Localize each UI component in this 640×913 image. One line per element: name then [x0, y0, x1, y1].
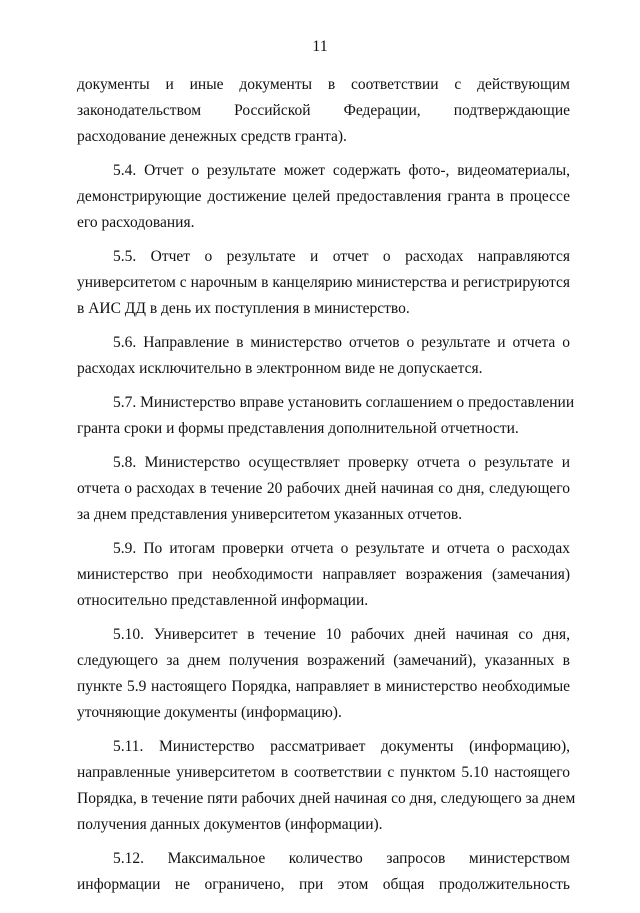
text-line: его расходования. — [77, 214, 195, 231]
page-body — [77, 72, 576, 898]
text-line: расходах исключительно в электронном виде не допускается. — [77, 360, 483, 377]
paragraph-p-5-10 — [77, 622, 570, 726]
paragraph-gap — [77, 322, 570, 330]
paragraph-gap — [77, 838, 570, 846]
paragraph-gap — [77, 236, 570, 244]
text-line: 5.9. По итогам проверки отчета о результате и отчета о расходах — [113, 540, 570, 557]
paragraph-p-5-9 — [77, 536, 570, 614]
text-line: демонстрирующие достижение целей предоставления гранта в процессе — [77, 188, 570, 205]
paragraph-p-5-5 — [77, 244, 570, 322]
text-line: 5.7. Министерство вправе установить соглашением о предоставлении — [113, 394, 575, 411]
text-line: 5.11. Министерство рассматривает документы (информацию), — [113, 738, 570, 755]
paragraph-p-5-7 — [77, 390, 575, 442]
paragraph-gap — [77, 726, 570, 734]
paragraph-gap — [77, 442, 570, 450]
paragraph-cont — [77, 72, 570, 150]
paragraph-gap — [77, 528, 570, 536]
paragraph-p-5-8 — [77, 450, 570, 528]
text-line: Порядка, в течение пяти рабочих дней начиная со дня, следующего за днем — [77, 790, 576, 807]
paragraph-gap — [77, 382, 570, 390]
text-line: отчета о расходах в течение 20 рабочих дней начиная со дня, следующего — [77, 480, 570, 497]
paragraph-p-5-12 — [77, 846, 570, 898]
page-number: 11 — [312, 38, 328, 55]
text-line: 5.5. Отчет о результате и отчет о расходах направляются — [113, 248, 570, 265]
text-line: 5.8. Министерство осуществляет проверку отчета о результате и — [113, 454, 570, 471]
text-line: министерство при необходимости направляет возражения (замечания) — [77, 566, 570, 583]
paragraph-p-5-6 — [77, 330, 570, 382]
text-line: законодательством Российской Федерации, подтверждающие — [77, 102, 570, 119]
text-line: 5.6. Направление в министерство отчетов о результате и отчета о — [113, 334, 570, 351]
text-line: направленные университетом в соответствии с пунктом 5.10 настоящего — [77, 764, 570, 781]
text-line: в АИС ДД в день их поступления в министерство. — [77, 300, 410, 317]
text-line: информации не ограничено, при этом общая продолжительность — [77, 876, 570, 893]
text-line: относительно представленной информации. — [77, 592, 369, 609]
text-line: следующего за днем получения возражений (замечаний), указанных в — [77, 652, 570, 669]
text-line: 5.10. Университет в течение 10 рабочих дней начиная со дня, — [113, 626, 570, 643]
text-line: гранта сроки и формы представления дополнительной отчетности. — [77, 420, 519, 437]
text-line: университетом с нарочным в канцелярию министерства и регистрируются — [77, 274, 570, 291]
text-line: уточняющие документы (информацию). — [77, 704, 342, 721]
text-line: пункте 5.9 настоящего Порядка, направляет в министерство необходимые — [77, 678, 570, 695]
text-line: расходование денежных средств гранта). — [77, 128, 347, 145]
paragraph-p-5-11 — [77, 734, 576, 838]
paragraph-gap — [77, 150, 570, 158]
paragraph-gap — [77, 614, 570, 622]
text-line: документы и иные документы в соответствии с действующим — [77, 76, 570, 93]
text-line: за днем представления университетом указанных отчетов. — [77, 506, 463, 523]
text-line: получения данных документов (информации). — [77, 816, 383, 833]
text-line: 5.12. Максимальное количество запросов министерством — [113, 850, 570, 867]
paragraph-p-5-4 — [77, 158, 570, 236]
text-line: 5.4. Отчет о результате может содержать фото-, видеоматериалы, — [113, 162, 570, 179]
